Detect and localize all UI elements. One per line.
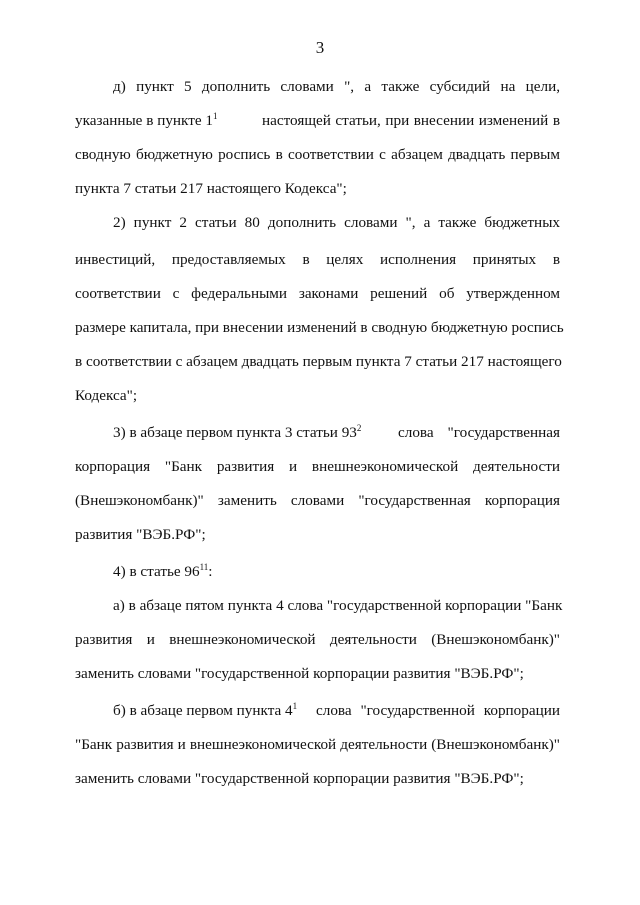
page-number: 3 <box>315 38 325 57</box>
text-line: слова "государственная <box>398 424 560 441</box>
text-line: "Банк развития и внешнеэкономической деятельности (Внешэкономбанк)" <box>75 736 560 753</box>
text-fragment: : <box>208 563 213 580</box>
text-line: корпорация "Банк развития и внешнеэкономической деятельности <box>75 458 560 475</box>
superscript: 2 <box>356 422 362 433</box>
text-line <box>113 423 361 443</box>
text-line: инвестиций, предоставляемых в целях исполнения принятых в <box>75 251 560 268</box>
text-line: в соответствии с абзацем двадцать первым пункта 7 статьи 217 настоящего <box>75 353 562 370</box>
text-line <box>113 562 213 582</box>
text-line: слова "государственной корпорации <box>316 702 560 719</box>
text-fragment: 3) в абзаце первом пункта 3 статьи 93 <box>113 424 357 441</box>
text-fragment: указанные в пункте 1 <box>75 112 213 129</box>
text-line: а) в абзаце пятом пункта 4 слова "государственной корпорации "Банк <box>113 597 563 614</box>
text-line <box>113 701 297 721</box>
superscript: 1 <box>292 700 298 711</box>
text-line: (Внешэкономбанк)" заменить словами "государственная корпорация <box>75 492 560 509</box>
text-line: пункта 7 статьи 217 настоящего Кодекса"; <box>75 180 347 197</box>
text-line: соответствии с федеральными законами решений об утвержденном <box>75 285 560 302</box>
text-line: заменить словами "государственной корпорации развития "ВЭБ.РФ"; <box>75 770 524 787</box>
text-line: 2) пункт 2 статьи 80 дополнить словами ", а также бюджетных <box>113 214 560 231</box>
text-line: Кодекса"; <box>75 387 138 404</box>
superscript: 11 <box>199 561 209 572</box>
text-line: развития "ВЭБ.РФ"; <box>75 526 206 543</box>
text-line: развития и внешнеэкономической деятельности (Внешэкономбанк)" <box>75 631 560 648</box>
text-line: сводную бюджетную роспись в соответствии с абзацем двадцать первым <box>75 146 560 163</box>
superscript: 1 <box>213 110 218 121</box>
text-line: заменить словами "государственной корпорации развития "ВЭБ.РФ"; <box>75 665 524 682</box>
text-line: размере капитала, при внесении изменений в сводную бюджетную роспись <box>75 319 564 336</box>
text-line: настоящей статьи, при внесении изменений в <box>262 112 560 129</box>
text-line <box>75 111 218 131</box>
text-fragment: 4) в статье 96 <box>113 563 200 580</box>
text-line: д) пункт 5 дополнить словами ", а также субсидий на цели, <box>113 78 560 95</box>
text-fragment: б) в абзаце первом пункта 4 <box>113 702 293 719</box>
